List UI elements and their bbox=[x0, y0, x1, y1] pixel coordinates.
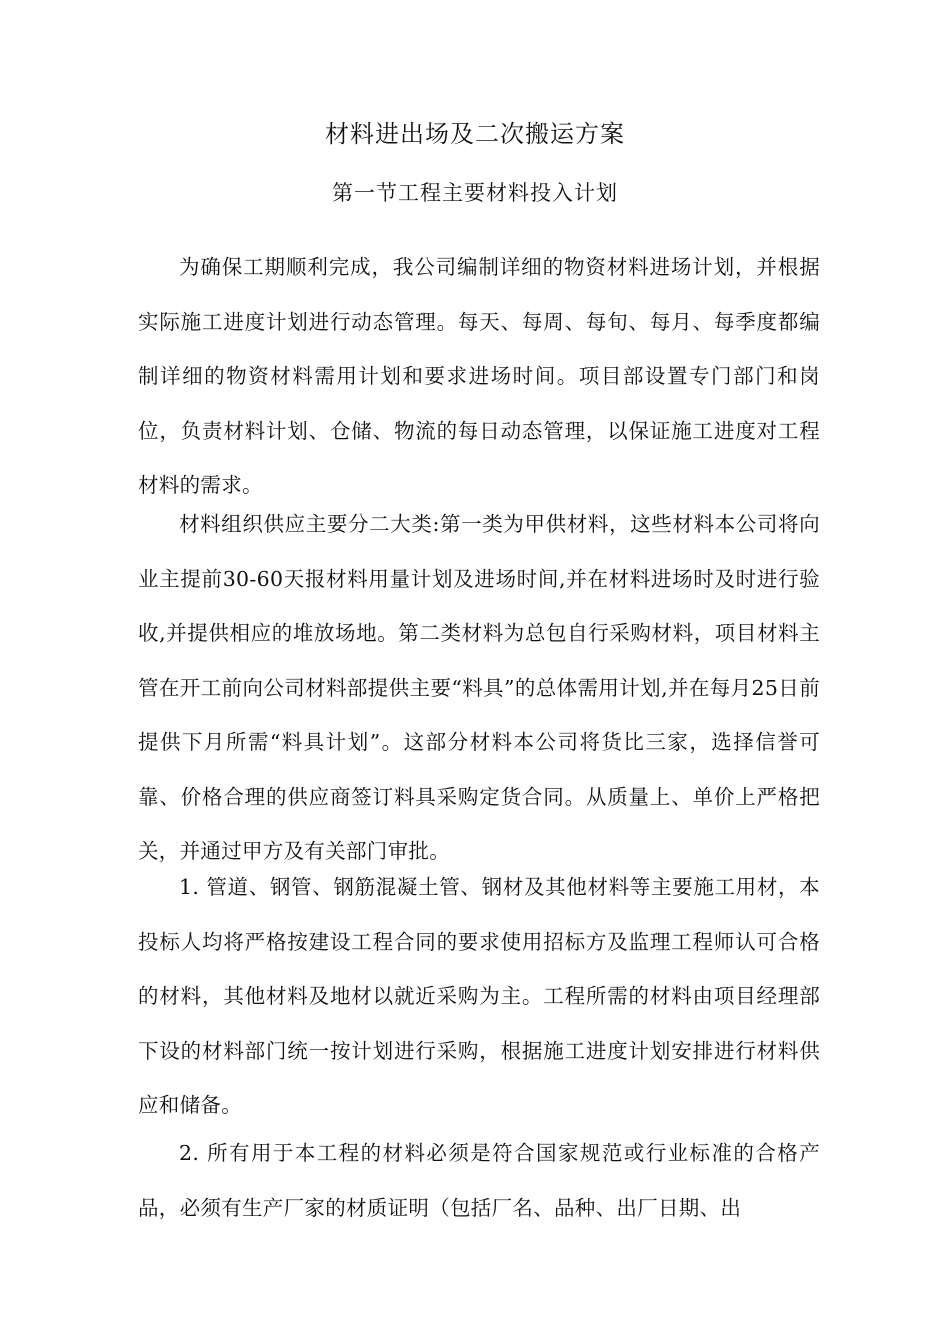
paragraph: 为确保工期顺利完成，我公司编制详细的物资材料进场计划，并根据实际施工进度计划进行动态管理。每天、每周、每旬、每月、每季度都编制详细的物资材料需用计划和要求进场时间。项目部设置专门部门和岗位，负责材料计划、仓储、物流的每日动态管理，以保证施工进度对工程材料的需求。 bbox=[138, 255, 820, 497]
document-title: 材料进出场及二次搬运方案 bbox=[325, 120, 625, 148]
section-heading: 第一节工程主要材料投入计划 bbox=[332, 181, 618, 205]
paragraph: 材料组织供应主要分二大类:第一类为甲供材料，这些材料本公司将向业主提前30-60天报材料用量计划及进场时间,并在材料进场时及时进行验收,并提供相应的堆放场地。第二类材料为总包自行采购材料，项目材料主管在开工前向公司材料部提供主要“料具”的总体需用计划,并在每月25日前提供下月所需“料具计划”。这部分材料本公司将货比三家，选择信誉可靠、价格合理的供应商签订料具采购定货合同。从质量上、单价上严格把关，并通过甲方及有关部门审批。 bbox=[138, 512, 820, 863]
paragraph: 1. 管道、钢管、钢筋混凝土管、钢材及其他材料等主要施工用材，本投标人均将严格按建设工程合同的要求使用招标方及监理工程师认可合格的材料，其他材料及地材以就近采购为主。工程所需的材料由项目经理部下设的材料部门统一按计划进行采购，根据施工进度计划安排进行材料供应和储备。 bbox=[138, 875, 820, 1117]
paragraph: 2. 所有用于本工程的材料必须是符合国家规范或行业标准的合格产品，必须有生产厂家的材质证明（包括厂名、品种、出厂日期、出 bbox=[138, 1141, 820, 1220]
